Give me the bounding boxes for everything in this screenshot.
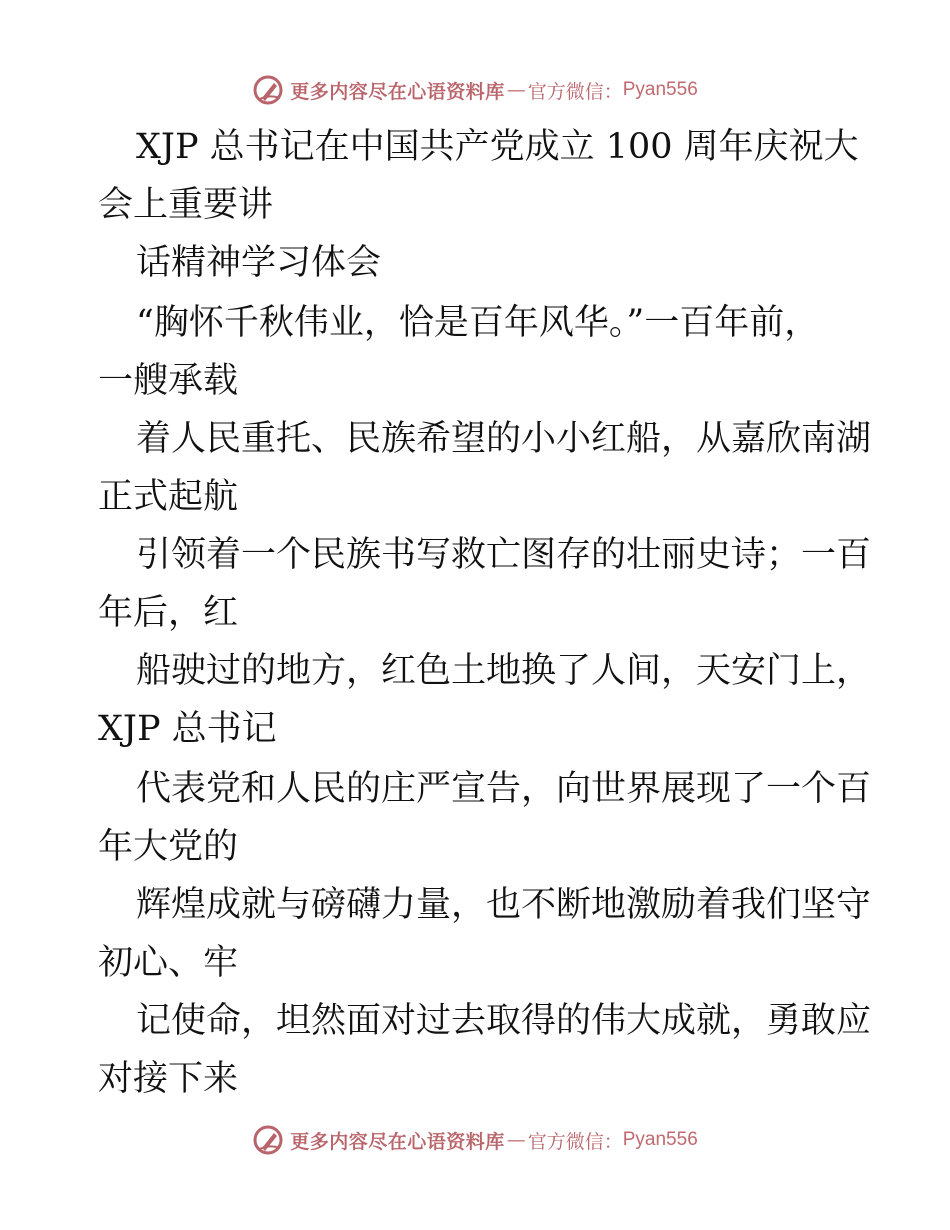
header-wechat-label: 官方微信： bbox=[527, 80, 623, 103]
footer-watermark bbox=[0, 1120, 950, 1160]
body-line: XJP 总书记在中国共产党成立 100 周年庆祝大 bbox=[136, 127, 859, 167]
body-line: 一艘承载 bbox=[98, 361, 239, 401]
pen-logo-icon bbox=[252, 1124, 284, 1156]
body-line: 话精神学习体会 bbox=[136, 243, 382, 283]
header-brand-text: 更多内容尽在心语资料库 bbox=[290, 80, 505, 103]
body-line: XJP 总书记 bbox=[98, 709, 277, 749]
footer-brand-text: 更多内容尽在心语资料库 bbox=[290, 1130, 505, 1153]
body-line: 年后，红 bbox=[98, 593, 239, 633]
body-line: 对接下来 bbox=[98, 1059, 239, 1099]
header-watermark bbox=[0, 70, 950, 110]
body-line: 引领着一个民族书写救亡图存的壮丽史诗；一百 bbox=[136, 535, 872, 575]
header-wechat-id: Pyan556 bbox=[622, 79, 698, 100]
body-line: 着人民重托、民族希望的小小红船，从嘉欣南湖 bbox=[136, 419, 872, 459]
body-line: 代表党和人民的庄严宣告，向世界展现了一个百 bbox=[136, 769, 872, 809]
body-line: 年大党的 bbox=[98, 827, 239, 867]
body-line: 记使命，坦然面对过去取得的伟大成就，勇敢应 bbox=[136, 1001, 872, 1041]
body-line: 初心、牢 bbox=[98, 943, 239, 983]
footer-wechat-label: 官方微信： bbox=[527, 1130, 623, 1153]
footer-separator: — bbox=[506, 1129, 526, 1151]
body-line: 船驶过的地方，红色土地换了人间，天安门上， bbox=[136, 651, 872, 691]
footer-wechat-id: Pyan556 bbox=[622, 1129, 698, 1150]
body-line: 正式起航 bbox=[98, 477, 239, 517]
header-separator: — bbox=[506, 79, 526, 101]
body-line: 辉煌成就与磅礴力量，也不断地激励着我们坚守 bbox=[136, 885, 872, 925]
body-line: 会上重要讲 bbox=[98, 185, 274, 225]
pen-logo-icon bbox=[252, 74, 284, 106]
body-line: “胸怀千秋伟业，恰是百年风华。”一百年前， bbox=[136, 303, 820, 343]
